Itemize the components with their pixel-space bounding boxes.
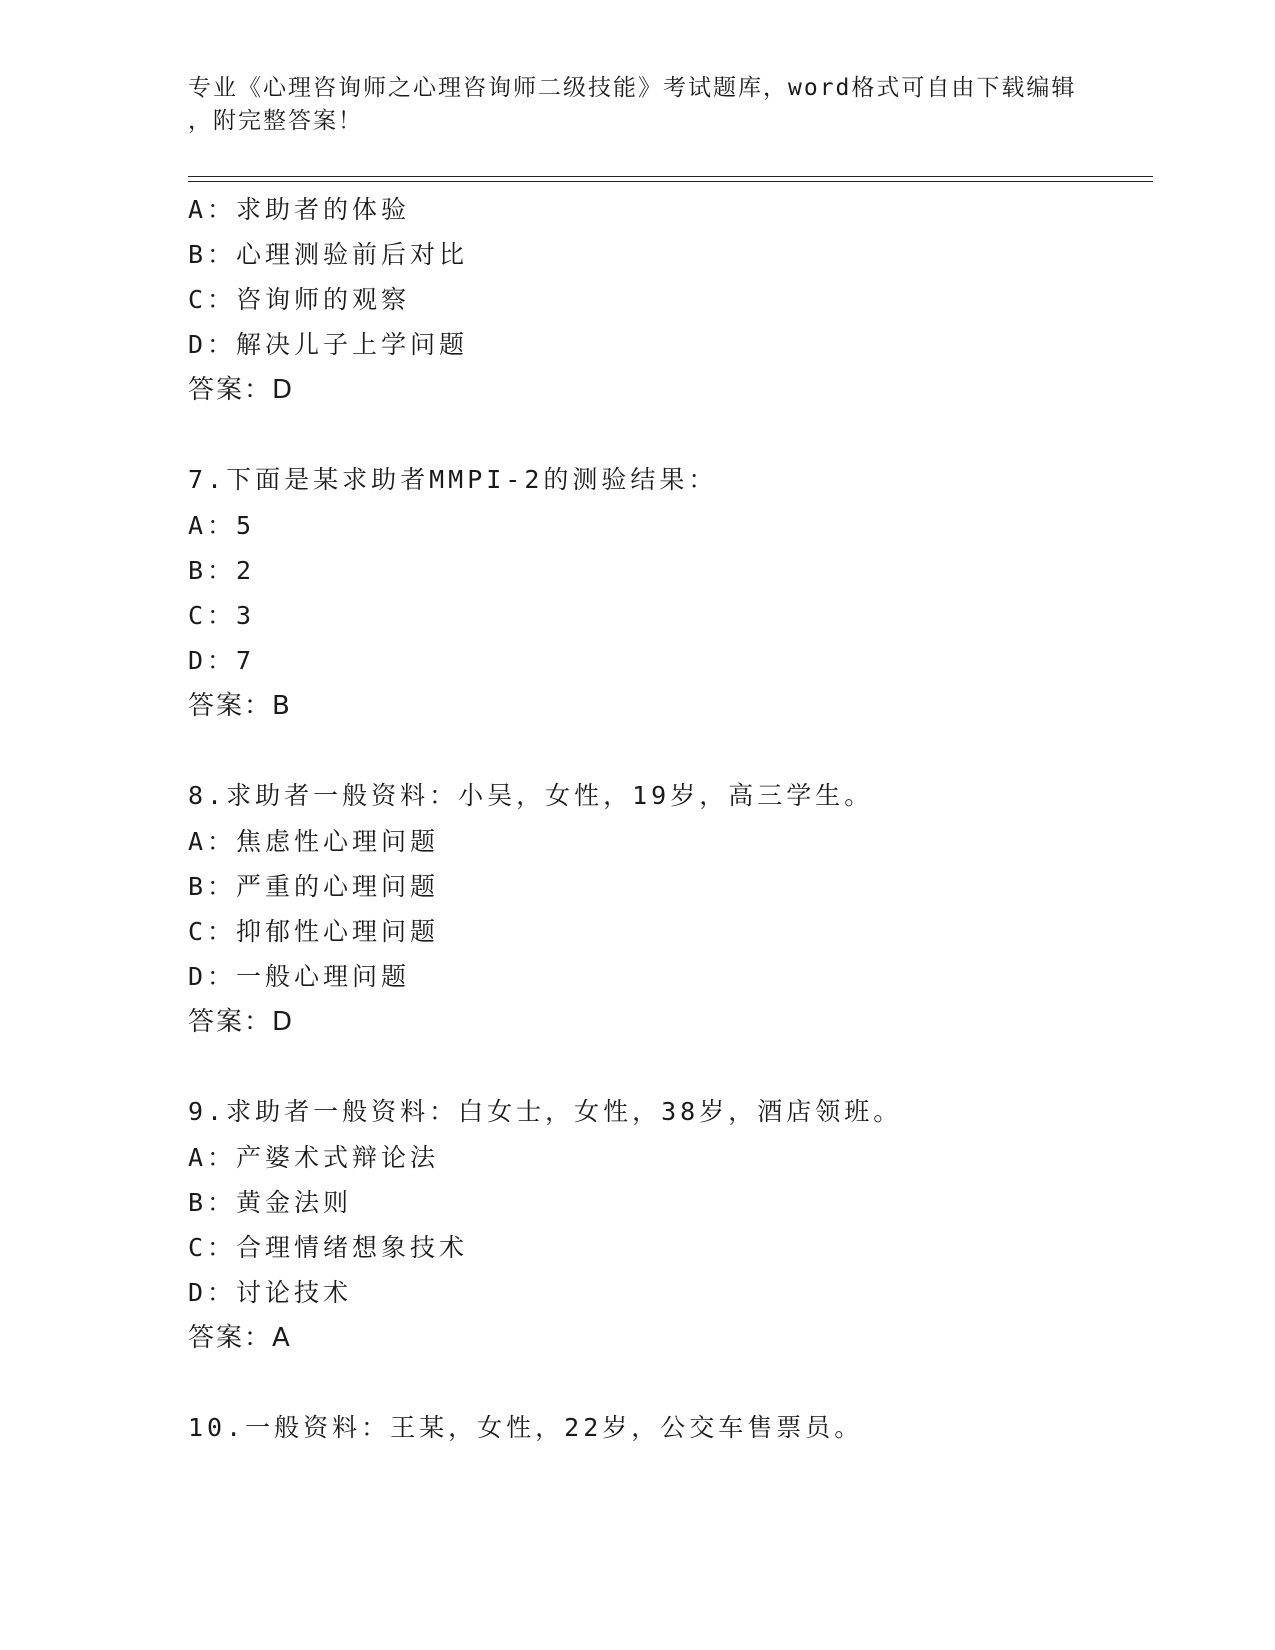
q9-option-d: D：讨论技术 (188, 1278, 353, 1307)
q7-option-b: B：2 (188, 556, 256, 585)
q8-stem: 8.求助者一般资料：小吴，女性，19岁，高三学生。 (188, 781, 874, 810)
q7-stem: 7.下面是某求助者MMPI-2的测验结果： (188, 465, 718, 494)
header-divider-bottom (188, 181, 1153, 182)
header-line-2: ，附完整答案！ (188, 108, 363, 134)
q9-option-c: C：合理情绪想象技术 (188, 1233, 469, 1262)
q7-option-d: D：7 (188, 646, 256, 675)
header-line-1: 专业《心理咨询师之心理咨询师二级技能》考试题库，word格式可自由下载编辑 (188, 75, 1077, 101)
q9-answer: 答案：A (188, 1323, 292, 1353)
q8-option-d: D：一般心理问题 (188, 962, 411, 991)
q6-option-b: B：心理测验前后对比 (188, 240, 469, 269)
q6-option-c: C：咨询师的观察 (188, 285, 411, 314)
q9-stem: 9.求助者一般资料：白女士，女性，38岁，酒店领班。 (188, 1097, 903, 1126)
q7-option-a: A：5 (188, 511, 256, 540)
q8-option-a: A：焦虑性心理问题 (188, 827, 440, 856)
q8-answer: 答案：D (188, 1007, 295, 1037)
q7-answer: 答案：B (188, 691, 292, 721)
q6-option-a: A：求助者的体验 (188, 195, 411, 224)
header-divider-top (188, 176, 1153, 177)
q10-stem: 10.一般资料：王某，女性，22岁，公交车售票员。 (188, 1413, 864, 1442)
q9-option-b: B：黄金法则 (188, 1188, 353, 1217)
q8-option-b: B：严重的心理问题 (188, 872, 440, 901)
q8-option-c: C：抑郁性心理问题 (188, 917, 440, 946)
q7-option-c: C：3 (188, 601, 256, 630)
document-header (188, 72, 1088, 138)
q9-option-a: A：产婆术式辩论法 (188, 1143, 440, 1172)
q6-answer: 答案：D (188, 375, 295, 405)
q6-option-d: D：解决儿子上学问题 (188, 330, 469, 359)
